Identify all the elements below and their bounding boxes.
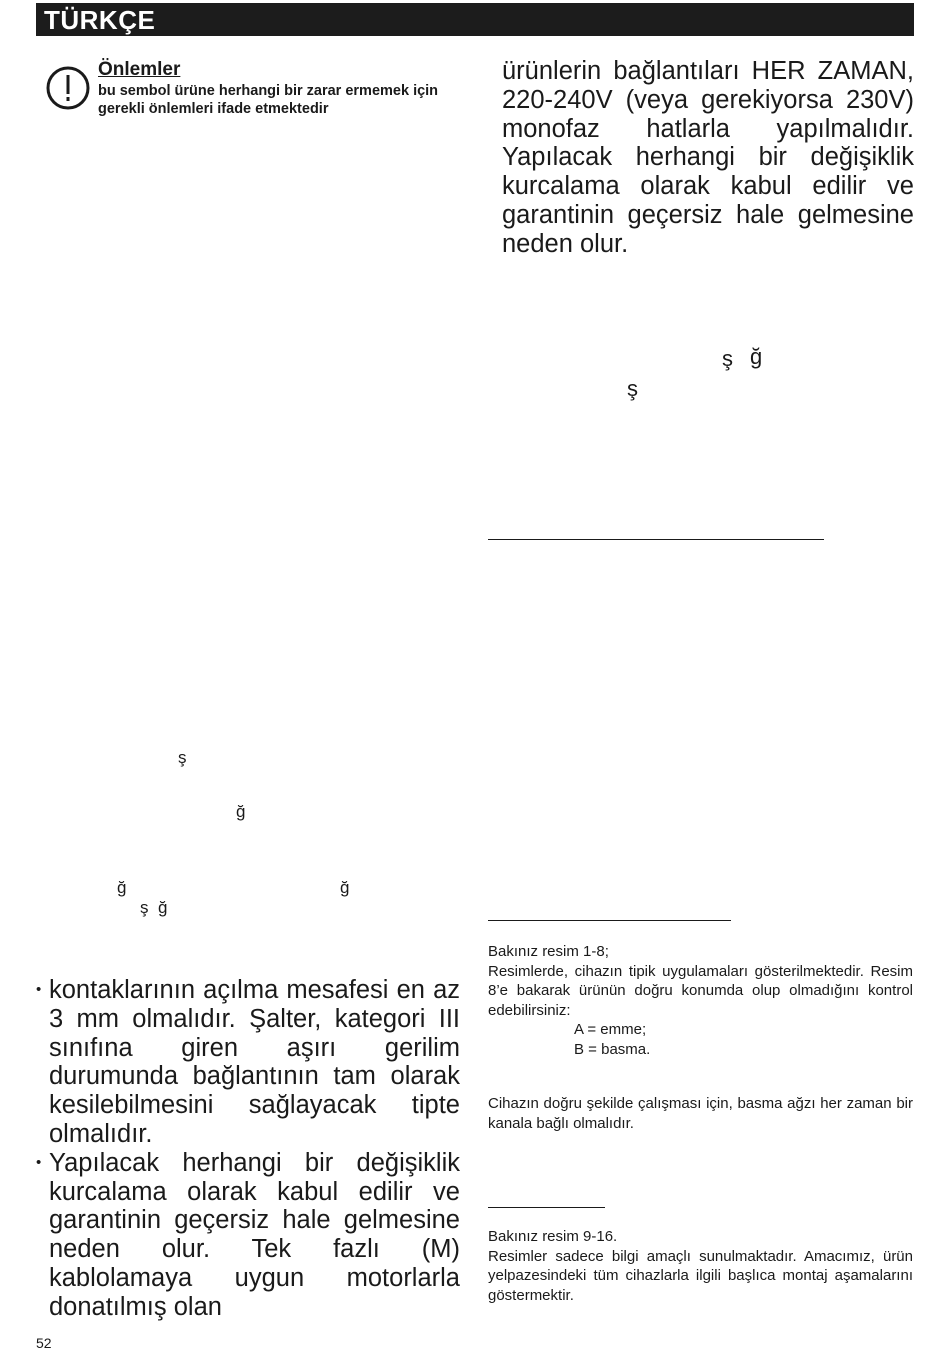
glyph-fragment: ğ xyxy=(750,344,763,369)
operation-note: Cihazın doğru şekilde çalışması için, basma ağzı her zaman bir kanala bağlı olmalıdır. xyxy=(488,1095,913,1132)
exclamation-circle-icon xyxy=(46,66,90,110)
glyph-fragment: ş xyxy=(140,898,149,917)
wiring-paragraph: ürünlerin bağlantıları HER ZAMAN, 220-240V (veya gerekiyorsa 230V) monofaz hatlarla yapılmalıdır. Yapılacak herhangi bir değişiklik kurcalama olarak kabul edilir ve garantinin geçersiz hale gelmesine neden olur. xyxy=(502,57,914,258)
precaution-description: bu sembol ürüne herhangi bir zarar ermemek için gerekli önlemleri ifade etmektedir xyxy=(98,83,439,117)
glyph-fragment: ş xyxy=(627,376,638,401)
list-item xyxy=(36,1149,460,1322)
bullet-text: kontaklarının açılma mesafesi en az 3 mm olmalıdır. Şalter, kategori III sınıfına giren aşırı gerilim durumunda bağlantının tam olarak kesilebilmesini sağlayacak tipte olmalıdır. xyxy=(49,976,460,1148)
glyph-fragment: ğ xyxy=(340,878,350,897)
requirements-bullet-list xyxy=(36,976,460,1322)
bullet-icon: • xyxy=(36,981,42,998)
page-number: 52 xyxy=(36,1335,52,1351)
installation-description: Resimler sadece bilgi amaçlı sunulmaktadır. Amacımız, ürün yelpazesindeki tüm cihazlarla ilgili başlıca montaj aşamalarını göstermektir. xyxy=(488,1247,913,1304)
bullet-icon: • xyxy=(36,1153,42,1171)
legend-discharge: B = basma. xyxy=(574,1040,651,1058)
section-divider xyxy=(488,920,731,921)
applications-description: Resimlerde, cihazın tipik uygulamaları gösterilmektedir. Resim 8’e bakarak ürünün doğru konumda olup olmadığını kontrol edebilirsiniz: xyxy=(488,962,913,1019)
figure-reference: Bakınız resim 1-8; xyxy=(488,943,609,960)
glyph-fragment: ğ xyxy=(117,878,127,897)
language-header-bar xyxy=(36,3,914,36)
legend-suction: A = emme; xyxy=(574,1021,647,1038)
glyph-fragment: ğ xyxy=(158,898,168,917)
bullet-text: Yapılacak herhangi bir değişiklik kurcalama olarak kabul edilir ve garantinin geçersiz hale gelmesine neden olur. Tek fazlı (M) kablolamaya uygun motorlarla donatılmış olan xyxy=(49,1148,460,1321)
section-divider xyxy=(488,539,824,540)
precaution-title: Önlemler xyxy=(98,59,181,80)
applications-section xyxy=(488,942,913,1059)
list-item xyxy=(36,976,460,1149)
glyph-fragment: ğ xyxy=(236,802,246,821)
section-divider xyxy=(488,1207,605,1208)
language-title: TÜRKÇE xyxy=(44,5,156,35)
figure-reference: Bakınız resim 9-16. xyxy=(488,1228,618,1245)
glyph-fragment: ş xyxy=(722,346,733,371)
glyph-fragment: ş xyxy=(178,748,187,767)
installation-section xyxy=(488,1227,913,1305)
